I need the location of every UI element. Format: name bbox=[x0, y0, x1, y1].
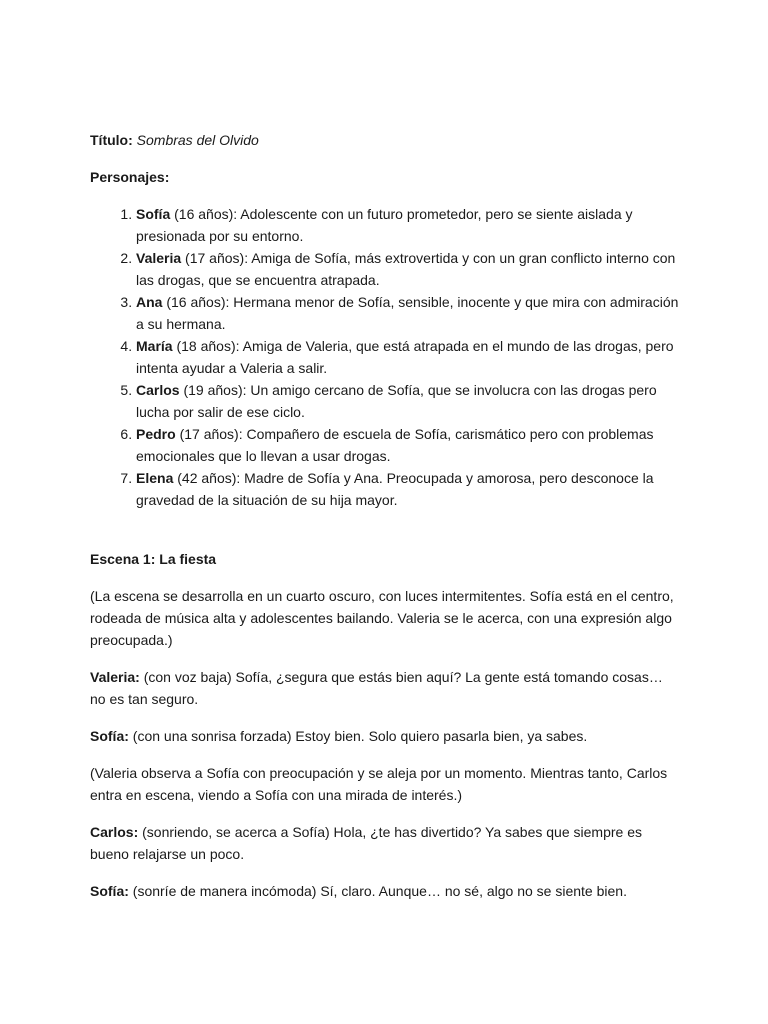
character-item bbox=[136, 203, 680, 247]
dialogue-text: (con voz baja) Sofía, ¿segura que estás bien aquí? La gente está tomando cosas… no es tan seguro. bbox=[90, 669, 663, 707]
title-label: Título: bbox=[90, 132, 133, 148]
character-item bbox=[136, 291, 680, 335]
scene-heading: Escena 1: La fiesta bbox=[90, 551, 217, 567]
speaker-name: Sofía: bbox=[90, 883, 129, 899]
character-name: Ana bbox=[136, 294, 163, 310]
character-item bbox=[136, 247, 680, 291]
document-page bbox=[90, 129, 680, 917]
dialogue-line bbox=[90, 666, 680, 710]
character-item bbox=[136, 379, 680, 423]
character-description: (42 años): Madre de Sofía y Ana. Preocupada y amorosa, pero desconoce la gravedad de la situación de su hija mayor. bbox=[136, 470, 654, 508]
dialogue-line bbox=[90, 880, 680, 902]
character-name: Carlos bbox=[136, 382, 180, 398]
characters-heading: Personajes: bbox=[90, 169, 170, 185]
characters-list bbox=[90, 203, 680, 511]
character-name: Elena bbox=[136, 470, 174, 486]
character-description: (17 años): Amiga de Sofía, más extrovertida y con un gran conflicto interno con las drogas, que se encuentra atrapada. bbox=[136, 250, 676, 288]
dialogue-text: (sonríe de manera incómoda) Sí, claro. Aunque… no sé, algo no se siente bien. bbox=[128, 883, 627, 899]
character-item bbox=[136, 423, 680, 467]
script-title bbox=[90, 129, 680, 151]
title-value: Sombras del Olvido bbox=[136, 132, 259, 148]
speaker-name: Carlos: bbox=[90, 824, 139, 840]
speaker-name: Sofía: bbox=[90, 728, 129, 744]
character-description: (18 años): Amiga de Valeria, que está atrapada en el mundo de las drogas, pero intenta ayudar a Valeria a salir. bbox=[136, 338, 674, 376]
character-description: (19 años): Un amigo cercano de Sofía, que se involucra con las drogas pero lucha por salir de ese ciclo. bbox=[136, 382, 657, 420]
stage-direction: (Valeria observa a Sofía con preocupación y se aleja por un momento. Mientras tanto, Carlos entra en escena, viendo a Sofía con una mirada de interés.) bbox=[90, 765, 668, 803]
character-name: María bbox=[136, 338, 173, 354]
character-item bbox=[136, 467, 680, 511]
character-description: (16 años): Adolescente con un futuro prometedor, pero se siente aislada y presionada por su entorno. bbox=[136, 206, 633, 244]
dialogue-line bbox=[90, 725, 680, 747]
character-name: Pedro bbox=[136, 426, 176, 442]
character-name: Sofía bbox=[136, 206, 171, 222]
dialogue-text: (sonriendo, se acerca a Sofía) Hola, ¿te has divertido? Ya sabes que siempre es bueno relajarse un poco. bbox=[90, 824, 642, 862]
character-description: (17 años): Compañero de escuela de Sofía, carismático pero con problemas emocionales que lo llevan a usar drogas. bbox=[136, 426, 654, 464]
dialogue-line bbox=[90, 821, 680, 865]
character-description: (16 años): Hermana menor de Sofía, sensible, inocente y que mira con admiración a su hermana. bbox=[136, 294, 679, 332]
stage-direction: (La escena se desarrolla en un cuarto oscuro, con luces intermitentes. Sofía está en el centro, rodeada de música alta y adolescentes bailando. Valeria se le acerca, con una expresión algo preocupada.) bbox=[90, 588, 674, 648]
character-item bbox=[136, 335, 680, 379]
dialogue-text: (con una sonrisa forzada) Estoy bien. Solo quiero pasarla bien, ya sabes. bbox=[128, 728, 588, 744]
speaker-name: Valeria: bbox=[90, 669, 140, 685]
character-name: Valeria bbox=[136, 250, 182, 266]
